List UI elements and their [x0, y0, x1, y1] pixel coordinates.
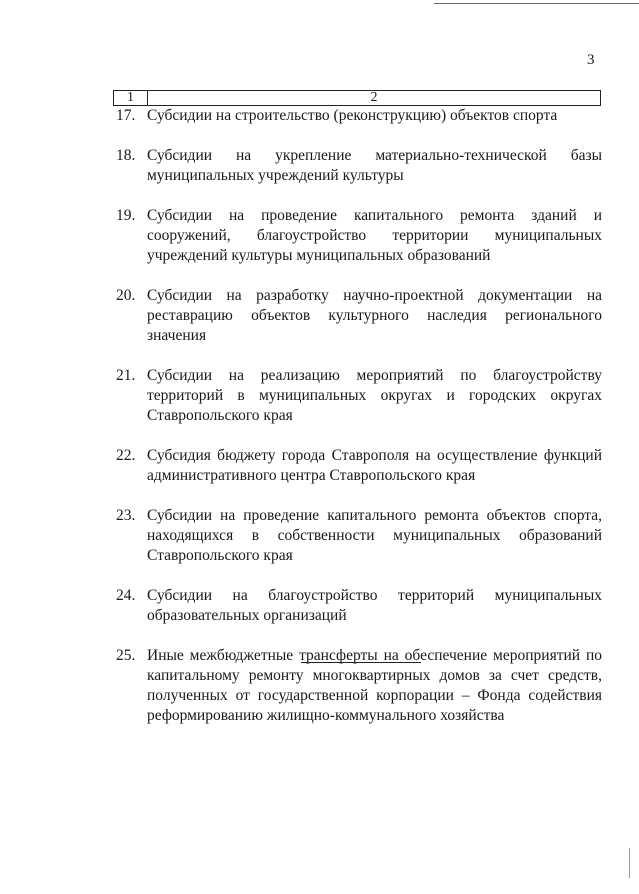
scan-edge-mark — [629, 848, 630, 878]
list-item — [116, 586, 602, 626]
item-text: Субсидии на проведение капитального ремонта зданий и сооружений, благоустройство территории муниципальных учреждений культуры муниципальных образований — [147, 207, 602, 264]
list-item — [116, 106, 602, 126]
list-item — [116, 366, 602, 426]
item-number: 19. — [116, 207, 136, 224]
list-item — [116, 646, 602, 726]
subsidy-list — [116, 106, 602, 746]
item-text: Иные межбюджетные трансферты на обеспечение мероприятий по капитальному ремонту многоквартирных домов за счет средств, полученных от государственной корпорации – Фонда содействия реформированию жилищно-коммунального хозяйства — [147, 647, 602, 724]
table-header-col-2: 2 — [370, 90, 378, 105]
list-item — [116, 446, 602, 486]
item-text: Субсидии на реализацию мероприятий по благоустройству территорий в муниципальных округах и городских округах Ставропольского края — [147, 367, 602, 424]
list-item — [116, 206, 602, 266]
page-number: 3 — [587, 52, 595, 68]
table-header-col-1: 1 — [114, 91, 148, 105]
item-number: 17. — [116, 107, 136, 124]
item-number: 21. — [116, 367, 136, 384]
item-number: 23. — [116, 507, 136, 524]
item-number: 24. — [116, 587, 136, 604]
end-of-document-rule — [301, 662, 421, 663]
item-number: 20. — [116, 287, 136, 304]
item-number: 25. — [116, 647, 136, 664]
table-header-row — [113, 90, 601, 106]
item-text: Субсидия бюджету города Ставрополя на осуществление функций административного центра Ставропольского края — [147, 447, 602, 484]
item-number: 22. — [116, 447, 136, 464]
list-item — [116, 286, 602, 346]
item-text: Субсидии на строительство (реконструкцию) объектов спорта — [147, 107, 558, 124]
list-item — [116, 146, 602, 186]
item-text: Субсидии на укрепление материально-технической базы муниципальных учреждений культуры — [147, 147, 602, 184]
top-edge-rule — [434, 3, 639, 4]
item-text: Субсидии на разработку научно-проектной документации на реставрацию объектов культурного наследия регионального значения — [147, 287, 602, 344]
item-text: Субсидии на благоустройство территорий муниципальных образовательных организаций — [147, 587, 602, 624]
item-text: Субсидии на проведение капитального ремонта объектов спорта, находящихся в собственности муниципальных образований Ставропольского края — [147, 507, 602, 564]
item-number: 18. — [116, 147, 136, 164]
list-item — [116, 506, 602, 566]
